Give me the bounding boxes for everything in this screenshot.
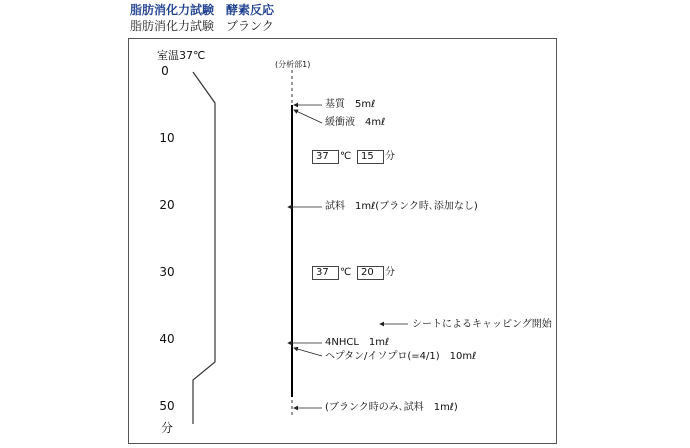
- incubation-2-minutes-box: 20: [357, 266, 384, 280]
- time-tick: 20: [159, 198, 175, 212]
- time-tick: 30: [159, 265, 175, 279]
- step-heptane: ヘプタン/イソプロ(=4/1) 10mℓ: [325, 351, 477, 362]
- incubation-1-minutes-unit: 分: [385, 151, 395, 162]
- step-substrate: 基質 5mℓ: [325, 99, 376, 110]
- incubation-2-temp-box: 37: [312, 266, 339, 280]
- step-nhcl: 4NHCL 1mℓ: [325, 337, 390, 348]
- step-blank-sample: (ブランク時のみ､試料 1mℓ): [325, 402, 458, 413]
- temperature-profile-line: [193, 72, 215, 424]
- incubation-1-minutes-box: 15: [357, 150, 384, 164]
- step-buffer: 緩衝液 4mℓ: [325, 117, 386, 128]
- time-tick: 50: [159, 399, 175, 413]
- incubation-1-temp-unit: ℃: [340, 151, 352, 162]
- incubation-1-temp-box: 37: [312, 150, 339, 164]
- arrow-heptane: [294, 348, 322, 356]
- time-unit-label: 分: [160, 421, 173, 435]
- incubation-2-temp-unit: ℃: [340, 267, 352, 278]
- temperature-label: 室温37℃: [157, 49, 206, 62]
- time-tick: 10: [159, 131, 175, 145]
- page-subtitle: 脂肪消化力試験 ブランク: [130, 19, 274, 33]
- arrow-buffer: [294, 110, 322, 123]
- step-sample: 試料 1mℓ(ブランク時､添加なし): [325, 201, 478, 212]
- time-tick: 0: [161, 64, 169, 78]
- column-label: (分析部1): [275, 60, 311, 69]
- page-title: 脂肪消化力試験 酵素反応: [130, 3, 275, 17]
- time-tick: 40: [159, 332, 175, 346]
- incubation-2-minutes-unit: 分: [385, 267, 395, 278]
- step-sheet-capping: シートによるキャッピング開始: [412, 319, 552, 330]
